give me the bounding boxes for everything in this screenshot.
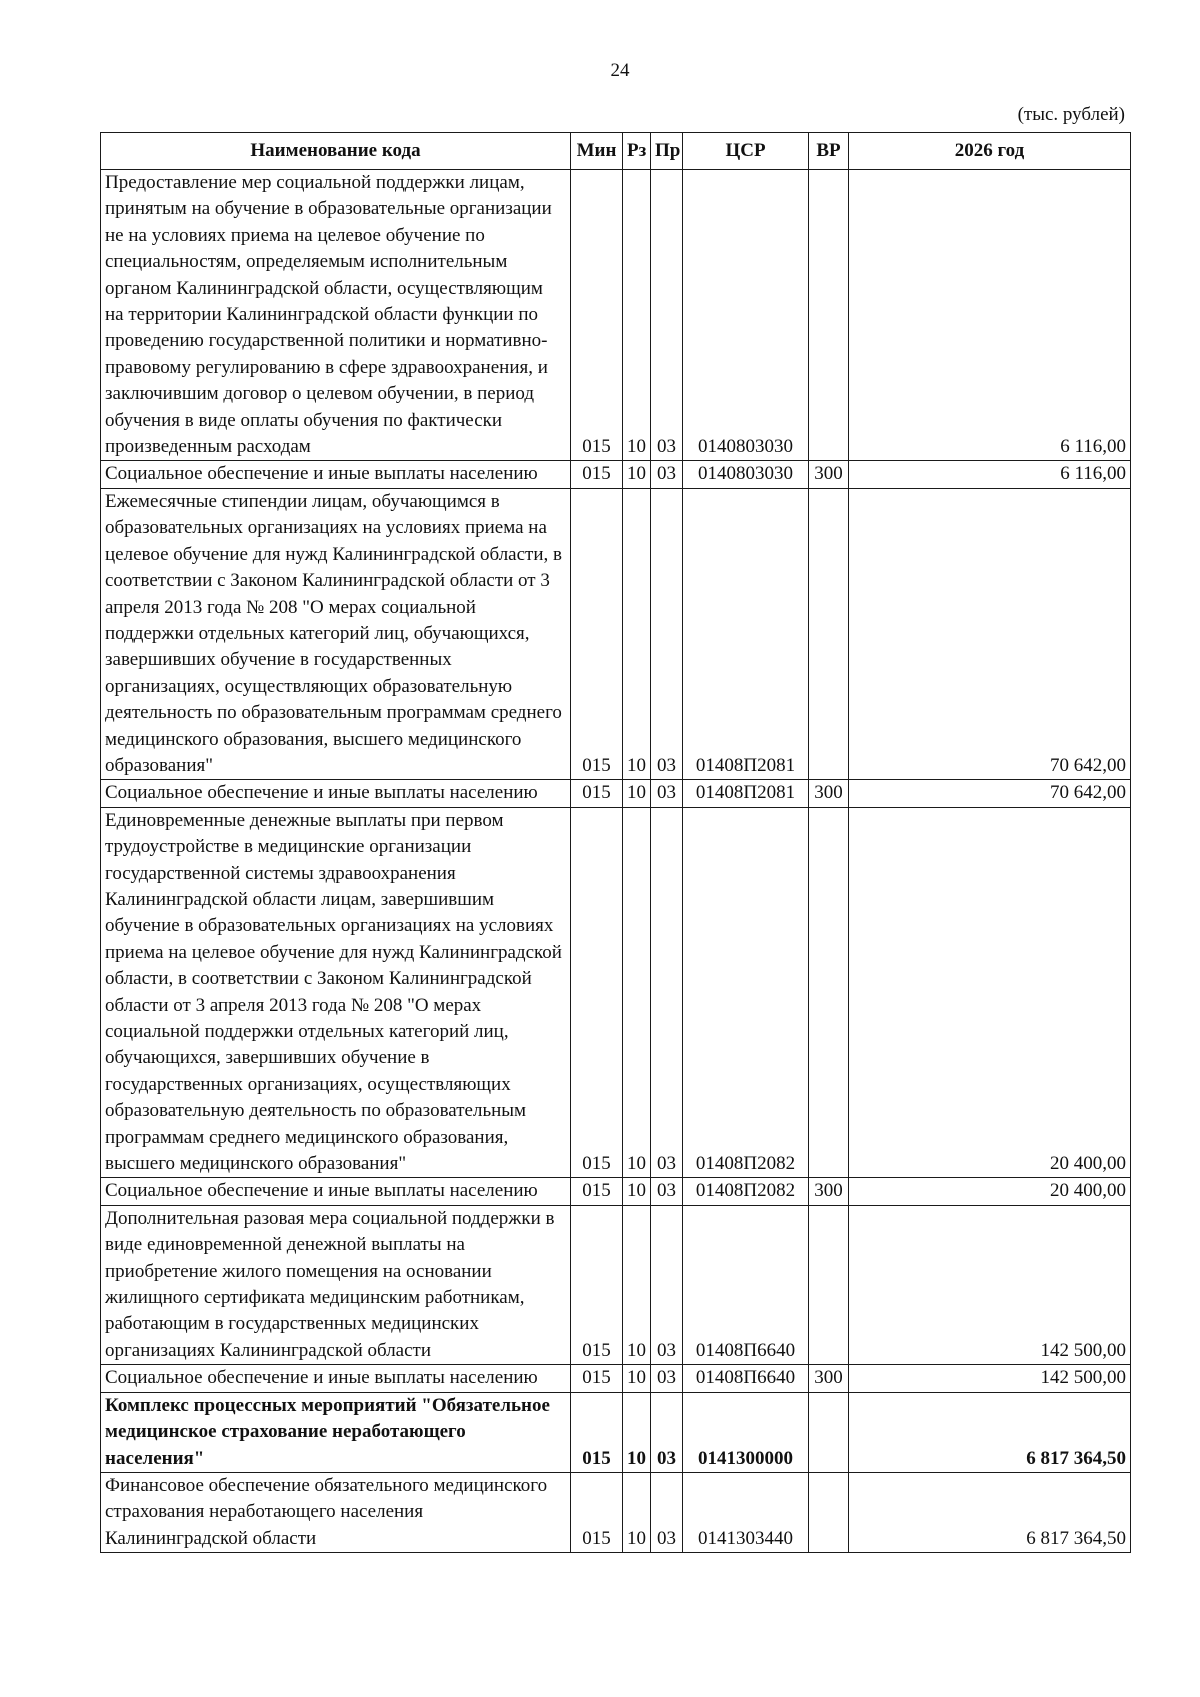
cell-name: Единовременные денежные выплаты при первом трудоустройстве в медицинские организации государственной системы здравоохранения Калининградской области лицам, завершившим обучение в образовательных организациях на условиях приема на целевое обучение для нужд Калининградской области, в соответствии с Законом Калининградской области от 3 апреля 2013 года № 208 "О мерах социальной поддержки отдельных категорий лиц, обучающихся, завершивших обучение в государственных организациях, осуществляющих образовательную деятельность по образовательным программам среднего медицинского образования, высшего медицинского образования" — [101, 807, 571, 1178]
cell-csr: 0140803030 — [683, 461, 809, 488]
cell-vr — [809, 1205, 849, 1364]
table-body — [101, 170, 1131, 1553]
cell-min: 015 — [571, 1205, 623, 1364]
cell-amount: 6 116,00 — [849, 170, 1131, 461]
cell-min: 015 — [571, 807, 623, 1178]
header-rz: Рз — [623, 133, 651, 170]
cell-rz: 10 — [623, 488, 651, 779]
header-row — [101, 133, 1131, 170]
page-number: 24 — [610, 60, 630, 81]
cell-amount: 6 817 364,50 — [849, 1392, 1131, 1472]
table-row — [101, 780, 1131, 807]
header-pr: Пр — [651, 133, 683, 170]
cell-name: Ежемесячные стипендии лицам, обучающимся в образовательных организациях на условиях приема на целевое обучение для нужд Калининградской области, в соответствии с Законом Калининградской области от 3 апреля 2013 года № 208 "О мерах социальной поддержки отдельных категорий лиц, обучающихся, завершивших обучение в государственных организациях, осуществляющих образовательную деятельность по образовательным программам среднего медицинского образования, высшего медицинского образования" — [101, 488, 571, 779]
units-label: (тыс. рублей) — [1017, 104, 1125, 125]
table-row — [101, 1178, 1131, 1205]
cell-vr — [809, 1472, 849, 1552]
cell-rz: 10 — [623, 1472, 651, 1552]
cell-min: 015 — [571, 488, 623, 779]
cell-pr: 03 — [651, 488, 683, 779]
cell-min: 015 — [571, 780, 623, 807]
cell-vr — [809, 807, 849, 1178]
budget-table — [100, 132, 1131, 1553]
table-row — [101, 807, 1131, 1178]
cell-pr: 03 — [651, 1392, 683, 1472]
cell-name: Комплекс процессных мероприятий "Обязательное медицинское страхование неработающего населения" — [101, 1392, 571, 1472]
cell-amount: 70 642,00 — [849, 488, 1131, 779]
cell-csr: 0141300000 — [683, 1392, 809, 1472]
cell-name: Социальное обеспечение и иные выплаты населению — [101, 461, 571, 488]
cell-amount: 20 400,00 — [849, 1178, 1131, 1205]
cell-vr: 300 — [809, 461, 849, 488]
table-row — [101, 461, 1131, 488]
cell-pr: 03 — [651, 1178, 683, 1205]
table-row — [101, 488, 1131, 779]
table-row — [101, 1472, 1131, 1552]
cell-csr: 01408П2081 — [683, 488, 809, 779]
cell-csr: 0140803030 — [683, 170, 809, 461]
header-min: Мин — [571, 133, 623, 170]
cell-amount: 142 500,00 — [849, 1205, 1131, 1364]
cell-csr: 01408П2082 — [683, 1178, 809, 1205]
cell-amount: 6 817 364,50 — [849, 1472, 1131, 1552]
cell-csr: 01408П6640 — [683, 1205, 809, 1364]
cell-vr: 300 — [809, 1365, 849, 1392]
cell-csr: 0141303440 — [683, 1472, 809, 1552]
header-vr: ВР — [809, 133, 849, 170]
header-csr: ЦСР — [683, 133, 809, 170]
cell-name: Социальное обеспечение и иные выплаты населению — [101, 1365, 571, 1392]
cell-vr: 300 — [809, 780, 849, 807]
cell-csr: 01408П2082 — [683, 807, 809, 1178]
cell-amount: 70 642,00 — [849, 780, 1131, 807]
cell-min: 015 — [571, 461, 623, 488]
cell-name: Социальное обеспечение и иные выплаты населению — [101, 1178, 571, 1205]
cell-min: 015 — [571, 1392, 623, 1472]
table-row — [101, 1205, 1131, 1364]
cell-rz: 10 — [623, 780, 651, 807]
table-row — [101, 1365, 1131, 1392]
cell-min: 015 — [571, 1178, 623, 1205]
table-row — [101, 1392, 1131, 1472]
cell-pr: 03 — [651, 1365, 683, 1392]
cell-pr: 03 — [651, 1205, 683, 1364]
cell-rz: 10 — [623, 807, 651, 1178]
table-row — [101, 170, 1131, 461]
cell-rz: 10 — [623, 1392, 651, 1472]
cell-amount: 142 500,00 — [849, 1365, 1131, 1392]
cell-rz: 10 — [623, 1365, 651, 1392]
cell-csr: 01408П6640 — [683, 1365, 809, 1392]
cell-name: Дополнительная разовая мера социальной поддержки в виде единовременной денежной выплаты на приобретение жилого помещения на основании жилищного сертификата медицинским работникам, работающим в государственных медицинских организациях Калининградской области — [101, 1205, 571, 1364]
cell-min: 015 — [571, 1472, 623, 1552]
cell-pr: 03 — [651, 170, 683, 461]
cell-vr — [809, 1392, 849, 1472]
header-name: Наименование кода — [101, 133, 571, 170]
cell-pr: 03 — [651, 461, 683, 488]
cell-csr: 01408П2081 — [683, 780, 809, 807]
cell-name: Финансовое обеспечение обязательного медицинского страхования неработающего населения Калининградской области — [101, 1472, 571, 1552]
cell-min: 015 — [571, 170, 623, 461]
cell-min: 015 — [571, 1365, 623, 1392]
cell-vr: 300 — [809, 1178, 849, 1205]
cell-rz: 10 — [623, 461, 651, 488]
cell-amount: 20 400,00 — [849, 807, 1131, 1178]
cell-vr — [809, 488, 849, 779]
cell-name: Социальное обеспечение и иные выплаты населению — [101, 780, 571, 807]
cell-rz: 10 — [623, 1205, 651, 1364]
cell-name: Предоставление мер социальной поддержки лицам, принятым на обучение в образовательные организации не на условиях приема на целевое обучение по специальностям, определяемым исполнительным органом Калининградской области, осуществляющим на территории Калининградской области функции по проведению государственной политики и нормативно-правовому регулированию в сфере здравоохранения, и заключившим договор о целевом обучении, в период обучения в виде оплаты обучения по фактически произведенным расходам — [101, 170, 571, 461]
header-year: 2026 год — [849, 133, 1131, 170]
cell-pr: 03 — [651, 1472, 683, 1552]
cell-amount: 6 116,00 — [849, 461, 1131, 488]
cell-vr — [809, 170, 849, 461]
cell-rz: 10 — [623, 170, 651, 461]
cell-pr: 03 — [651, 780, 683, 807]
cell-pr: 03 — [651, 807, 683, 1178]
cell-rz: 10 — [623, 1178, 651, 1205]
